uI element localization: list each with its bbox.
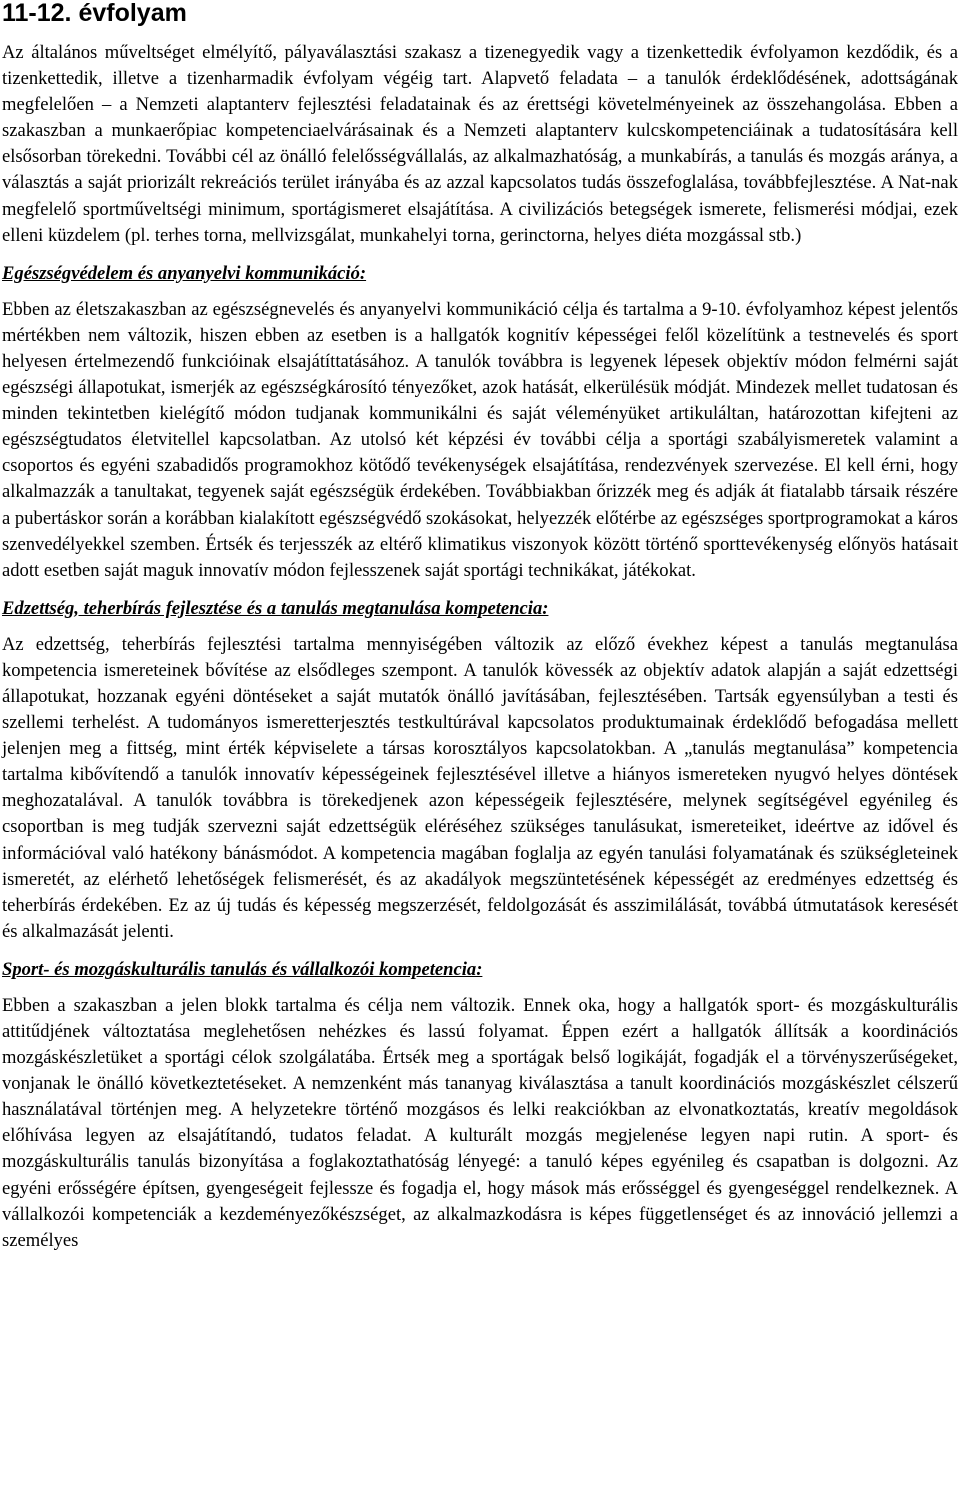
section-title: Sport- és mozgáskulturális tanulás és vállalkozói kompetencia:	[2, 958, 483, 980]
section-title: Egészségvédelem és anyanyelvi kommunikáció:	[2, 262, 367, 284]
section-paragraph: Ebben az életszakaszban az egészségnevelés és anyanyelvi kommunikáció célja és tartalma a 9-10. évfolyamhoz képest jelentős mértékben nem változik, hiszen ebben az esetben is a hallgatók kognitív képességei felől közelítünk a testnevelés és sport helyesen értelmezendő funkcióinak elsajátíttatásához. A tanulók továbbra is legyenek lépesek objektív módon felmérni saját egészségi állapotukat, ismerjék az egészségkárosító tényezőket, azok hatását, elkerülésük módját. Mindezek mellet tudatosan és minden tekintetben kielégítő módon tudjanak kommunikálni és saját véleményüket artikuláltan, határozottan kifejteni az egészségtudatos életvitellel kapcsolatban. Az utolsó két képzési év további célja a sportági szabályismeretek valamint a csoportos és egyéni szabadidős programokhoz kötődő tevékenységek elsajátítása, rendezvények szervezése. El kell érni, hogy alkalmazzák a tanultakat, tegyenek saját egészségük érdekében. Továbbiakban őrizzék meg és adják át fiatalabb társaik részére a pubertáskor során a korábban kialakított egészségvédő szokásokat, helyezzék előtérbe az egészséges sportprogramokat a káros szenvedélyekkel szemben. Értsék és terjesszék az eltérő klimatikus viszonyok között történő sporttevékenység előnyös hatásait adott esetben saját maguk innovatív módon fejlesszenek saját sportági technikákat, játékokat.	[2, 298, 958, 581]
section-sport-culture-entrepreneurship	[2, 957, 958, 1279]
section-paragraph: Ebben a szakaszban a jelen blokk tartalma és célja nem változik. Ennek oka, hogy a hallgatók sport- és mozgáskulturális attitűdjének változtatása meglehetősen nehézkes és lassú folyamat. Éppen ezért a hallgatók állítsák a koordinációs mozgáskészletüket a sportági célok szolgálatába. Értsék meg a sportágak belső logikáját, fogadják el a törvényszerűségeket, vonjanak le önálló következtetéseket. A nemzenként más tananyag kiválasztása a tanult koordinációs mozgáskészlet célszerű használatával történjen meg. A helyzetekre történő mozgásos és lelki reakciókban az elvonatkoztatás, kreatív megoldások előhívása legyen az elsajátítandó, tudatos feladat. A kulturált mozgás megjelenése legyen napi rutin. A sport- és mozgáskulturális tanulás bizonyítása a foglakoztathatóság lényegé: a tanuló képes egyénileg és csapatban is dolgozni. Az egyéni erősségére építsen, gyengeségeit fejlessze és fogadja el, hogy mások más erősséggel és gyengeséggel rendelkeznek. A vállalkozói kompetenciák a kezdeményezőkészséget, az alkalmazkodásra is képes függetlenséget és az innováció jellemzi a személyes	[2, 994, 958, 1251]
section-health-communication	[2, 261, 958, 584]
section-paragraph: Az edzettség, teherbírás fejlesztési tartalma mennyiségében változik az előző évekhez képest a tanulás megtanulása kompetencia ismereteinek bővítése az elsődleges szempont. A tanulók kövessék az objektív adatok alapján a saját edzettségi állapotukat, hozzanak egyéni döntéseket a saját mutatók önálló javításában, fejlesztésében. Tartsák egyensúlyban a testi és szellemi terhelést. A tudományos ismeretterjesztés testkultúrával kapcsolatos produktumainak érdeklődő befogadása mellett jelenjen meg a fittség, mint érték képviselete a társas korosztályos kapcsolatokban. A „tanulás megtanulása” kompetencia tartalma kibővítendő a tanulók innovatív képességeinek fejlesztésével illetve a hiányos ismereteken nyugvó helyes döntések meghozatalával. A tanulók továbbra is törekedjenek azon képességeik fejlesztésére, melynek segítségével egyénileg és csoportban is meg tudják szervezni saját edzettségük eléréséhez szükséges tanulásukat, ismereteiket, ideértve az idővel és információval való hatékony bánásmódot. A kompetencia magában foglalja az egyén tanulási folyamatának és szükségleteinek ismeretét, az elérhető lehetőségek felismerését, és az akadályok megszüntetésének képességét az eredményes edzettség és teherbírás érdekében. Ez az új tudás és képesség megszerzését, feldolgozását és asszimilálását, továbbá útmutatások keresését és alkalmazását jelenti.	[2, 633, 958, 942]
intro-paragraph: Az általános műveltséget elmélyítő, pályaválasztási szakasz a tizenegyedik vagy a tizenkettedik évfolyamon kezdődik, és a tizenkettedik, illetve a tizenharmadik évfolyam végéig tart. Alapvető feladata – a tanulók érdeklődésének, adottságának megfelelően – a Nemzeti alaptanterv fejlesztési feladatainak és az érettségi követelményeinek az összehangolása. Ebben a szakaszban a munkaerőpiac kompetenciaelvárásainak és a Nemzeti alaptanterv kulcskompetenciáinak a tudatosítására kell elsősorban törekedni. További cél az önálló felelősségvállalás, az alkalmazhatóság, a munkabírás, a tanulás és mozgás aránya, a választás a saját priorizált rekreációs terület irányába és az azzal kapcsolatos tudás összefoglalása, továbbfejlesztése. A Nat-nak megfelelő sportműveltségi minimum, sportágismeret elsajátítása. A civilizációs betegségek ismerete, felismerési módjai, ezek elleni küzdelem (pl. terhes torna, mellvizsgálat, munkahelyi torna, gerinctorna, helyes diéta mozgással stb.)	[2, 42, 958, 246]
page-heading: 11-12. évfolyam	[2, 0, 187, 27]
section-title: Edzettség, teherbírás fejlesztése és a tanulás megtanulása kompetencia:	[2, 597, 549, 619]
section-fitness-learning	[2, 596, 958, 945]
